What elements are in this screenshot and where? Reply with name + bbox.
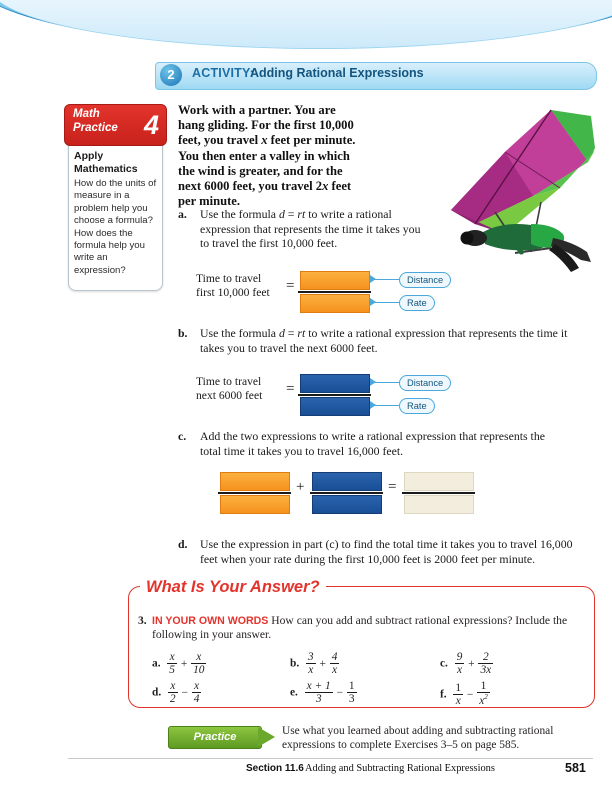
activity-title: Adding Rational Expressions (250, 66, 424, 80)
activity-number-badge: 2 (160, 64, 182, 86)
math-practice-header (64, 104, 167, 146)
part-a-row-label-line2: first 10,000 feet (196, 286, 270, 299)
answer-item-d-expr: $\frac{x}{2}$ − $\frac{x}{4}$ (169, 680, 200, 705)
part-d-label: d. (178, 537, 188, 551)
answer-item-f (440, 680, 491, 707)
part-b-rate-callout: Rate (399, 398, 435, 414)
part-b-row-label-line1: Time to travel (196, 375, 262, 388)
part-a-row-label (196, 272, 286, 300)
answer-item-c-expr: $\frac{9}{x}$ + $\frac{2}{3x}$ (456, 651, 492, 676)
answer-item-b (290, 651, 340, 676)
activity-label: ACTIVITY: (192, 66, 254, 80)
part-b (178, 326, 568, 355)
part-b-row-label (196, 375, 286, 403)
practice-banner (168, 726, 262, 749)
activity-intro-text: Work with a partner. You are hang gliding. For the first 10,000 feet, you travel x feet per minute. You then enter a valley in which the wind is greater, and for the next 6000 feet, you travel 2x feet per minute. (178, 103, 356, 209)
part-b-text: Use the formula d = rt to write a rational expression that represents the time it takes you to travel the next 6000 feet. (200, 326, 568, 355)
part-c-plus: + (296, 479, 305, 495)
part-b-distance-callout: Distance (399, 375, 451, 391)
footer-section: Section 11.6 (246, 763, 304, 774)
answer-item-d (152, 680, 202, 705)
part-a-fraction-bar (298, 291, 371, 293)
part-b-denominator-box (300, 397, 370, 416)
answer-item-f-expr: $\frac{1}{x}$ − $\frac{1}{x^2}$ (455, 680, 488, 707)
part-b-row-label-line2: next 6000 feet (196, 389, 263, 402)
part-a (178, 207, 428, 251)
answer-item-b-expr: $\frac{3}{x}$ + $\frac{4}{x}$ (307, 651, 338, 676)
footer-divider (68, 758, 593, 759)
part-c-text: Add the two expressions to write a rational expression that represents the total time it takes you to travel 16,000 feet. (200, 429, 545, 458)
part-c-blue-denominator-box (312, 495, 382, 514)
banner-curve-inner (0, 0, 612, 49)
part-c-result-numerator-box (404, 472, 474, 491)
answer-item-d-label: d. (152, 686, 162, 699)
part-a-text: Use the formula d = rt to write a rational expression that represents the time it takes you to travel the first 10,000 feet. (200, 207, 421, 251)
part-c-orange-denominator-box (220, 495, 290, 514)
part-c-orange-fraction-bar (218, 492, 291, 494)
part-a-rate-callout: Rate (399, 295, 435, 311)
answer-item-c (440, 651, 494, 676)
part-b-rate-arrow-head (370, 401, 376, 409)
part-a-label: a. (178, 207, 187, 221)
math-practice-number: 4 (143, 110, 159, 140)
math-practice-body: How do the units of measure in a problem help you choose a formula? How does the formula help you write an expression? (74, 178, 157, 276)
part-b-equals: = (286, 381, 295, 397)
math-practice-subtitle: Apply Mathematics (74, 150, 138, 175)
answer-item-e-expr: $\frac{x + 1}{3}$ − $\frac{1}{3}$ (306, 680, 355, 705)
part-a-distance-arrow-head (370, 275, 376, 283)
part-b-distance-arrow-head (370, 378, 376, 386)
part-c-equals: = (388, 479, 397, 495)
part-a-rate-arrow-head (370, 298, 376, 306)
part-d (178, 537, 578, 566)
answer-item-c-label: c. (440, 657, 448, 670)
part-c-result-denominator-box (404, 495, 474, 514)
part-a-row-label-line1: Time to travel (196, 272, 262, 285)
practice-arrow-icon (258, 727, 275, 747)
math-practice-title-line2: Practice (73, 122, 118, 134)
question-3-text: How can you add and subtract rational expressions? Include the following in your answer. (152, 614, 568, 642)
answer-item-e-label: e. (290, 686, 298, 699)
part-c-blue-numerator-box (312, 472, 382, 491)
answer-item-f-label: f. (440, 688, 447, 701)
page-top-banner (0, 0, 612, 62)
practice-text: Use what you learned about adding and subtracting rational expressions to complete Exercises 3–5 on page 585. (282, 725, 554, 752)
part-c-result-fraction-bar (402, 492, 475, 494)
part-c-orange-numerator-box (220, 472, 290, 491)
answer-item-e (290, 680, 358, 705)
part-c-label: c. (178, 429, 187, 443)
math-practice-title-line1: Math (73, 108, 100, 120)
footer-title: Adding and Subtracting Rational Expressions (305, 763, 495, 774)
practice-banner-label: Practice (193, 731, 237, 743)
in-your-own-words-label: IN YOUR OWN WORDS (152, 615, 269, 627)
what-is-your-answer-title: What Is Your Answer? (140, 578, 326, 597)
answer-item-a-label: a. (152, 657, 161, 670)
part-a-equals: = (286, 278, 295, 294)
part-b-label: b. (178, 326, 188, 340)
part-a-numerator-box (300, 271, 370, 290)
hang-glider-illustration (355, 92, 600, 307)
answer-item-a-expr: $\frac{x}{5}$ + $\frac{x}{10}$ (169, 651, 205, 676)
part-d-text: Use the expression in part (c) to find the total time it takes you to travel 16,000 feet when your rate during the first 10,000 feet is 2000 feet per minute. (200, 537, 573, 566)
part-a-denominator-box (300, 294, 370, 313)
answer-item-b-label: b. (290, 657, 300, 670)
part-b-fraction-bar (298, 394, 371, 396)
answer-item-a (152, 651, 207, 676)
question-3-number: 3. (138, 614, 147, 627)
part-a-distance-callout: Distance (399, 272, 451, 288)
footer-page-number: 581 (565, 761, 586, 775)
question-3 (138, 614, 572, 643)
part-c (178, 429, 568, 458)
part-b-numerator-box (300, 374, 370, 393)
part-c-blue-fraction-bar (310, 492, 383, 494)
